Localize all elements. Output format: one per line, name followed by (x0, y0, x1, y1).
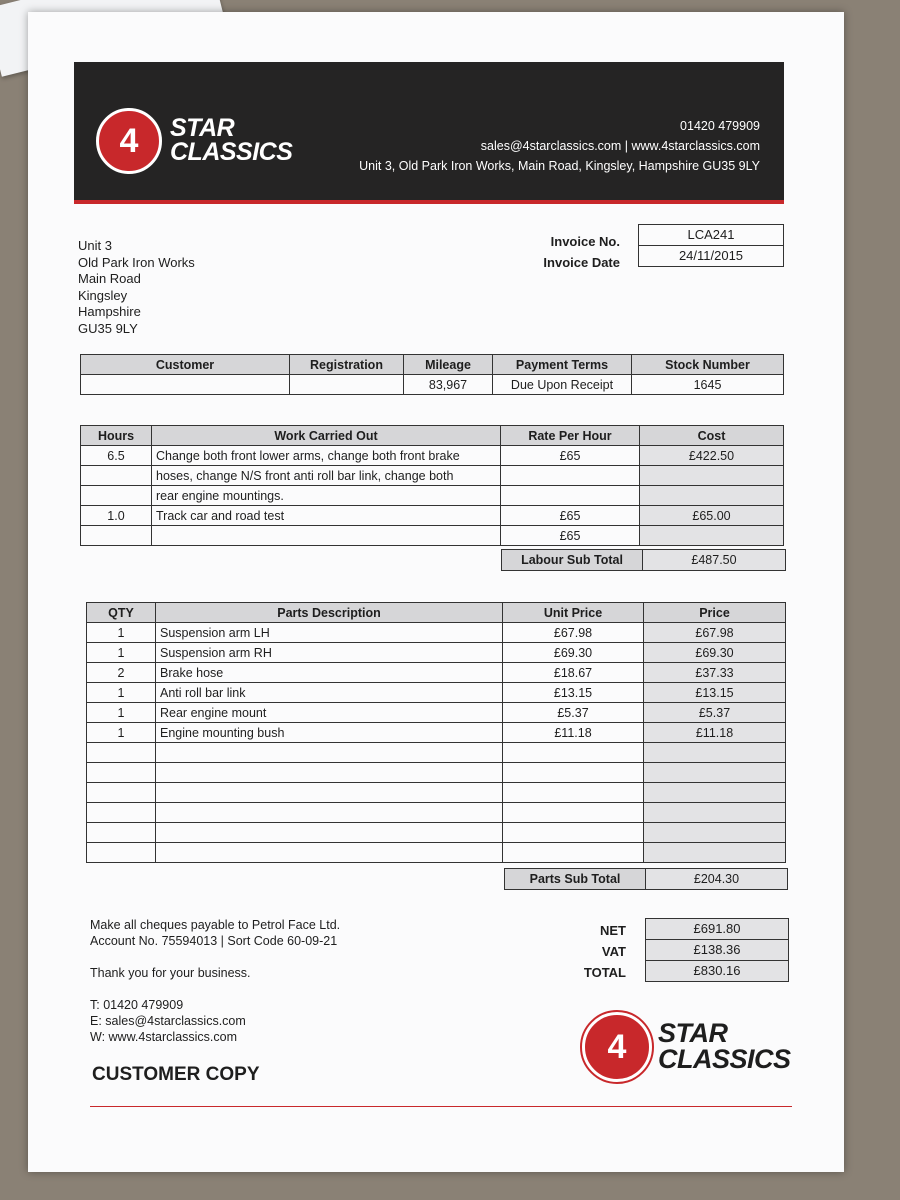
work-cell: hoses, change N/S front anti roll bar link, change both (152, 466, 501, 486)
description-cell (156, 763, 503, 783)
address-line: Unit 3 (78, 238, 112, 253)
account-details: Account No. 75594013 | Sort Code 60-09-21 (90, 934, 338, 948)
table-row (87, 783, 786, 803)
qty-cell: 2 (87, 663, 156, 683)
invoice-meta-box (638, 224, 784, 267)
unit-price-cell (503, 783, 644, 803)
table-row (87, 723, 786, 743)
qty-cell: 1 (87, 703, 156, 723)
description-cell: Rear engine mount (156, 703, 503, 723)
table-row (87, 623, 786, 643)
cost-cell (640, 466, 784, 486)
table-row (81, 375, 784, 395)
price-cell: £5.37 (644, 703, 786, 723)
col-header-mileage: Mileage (404, 355, 493, 375)
customer-copy-label: CUSTOMER COPY (92, 1064, 260, 1085)
unit-price-cell: £67.98 (503, 623, 644, 643)
total-label: TOTAL (583, 965, 626, 980)
table-row (87, 763, 786, 783)
brand-line2: CLASSICS (658, 1044, 791, 1074)
net-label: NET (600, 923, 626, 938)
col-header-cost: Cost (640, 426, 784, 446)
address-line: Main Road (78, 271, 141, 286)
address-line: Hampshire (78, 304, 141, 319)
parts-table (86, 602, 786, 863)
brand-logo (96, 108, 292, 174)
hours-cell: 1.0 (81, 506, 152, 526)
table-row (81, 466, 784, 486)
price-cell: £37.33 (644, 663, 786, 683)
qty-cell: 1 (87, 623, 156, 643)
rate-cell (501, 486, 640, 506)
company-address (78, 238, 195, 337)
table-row (87, 703, 786, 723)
table-row (87, 803, 786, 823)
qty-cell: 1 (87, 723, 156, 743)
price-cell (644, 843, 786, 863)
invoice-no: LCA241 (687, 227, 735, 242)
table-row (87, 743, 786, 763)
header-contact (359, 116, 760, 176)
totals-labels (568, 920, 626, 983)
unit-price-cell (503, 803, 644, 823)
net-value: £691.80 (646, 919, 788, 939)
invoice-sheet (28, 12, 844, 1172)
price-cell: £11.18 (644, 723, 786, 743)
labour-table (80, 425, 784, 546)
qty-cell (87, 783, 156, 803)
footer-logo (582, 1012, 791, 1082)
total-value: £830.16 (646, 960, 788, 981)
brand-name (170, 114, 293, 166)
rate-cell: £65 (501, 526, 640, 546)
rate-cell (501, 466, 640, 486)
parts-subtotal-label: Parts Sub Total (505, 869, 646, 889)
description-cell: Brake hose (156, 663, 503, 683)
col-header-registration: Registration (290, 355, 404, 375)
description-cell: Anti roll bar link (156, 683, 503, 703)
vat-value: £138.36 (646, 939, 788, 960)
description-cell (156, 743, 503, 763)
parts-subtotal-value: £204.30 (646, 869, 787, 889)
price-cell (644, 803, 786, 823)
invoice-date: 24/11/2015 (639, 245, 783, 266)
work-cell (152, 526, 501, 546)
rate-cell: £65 (501, 506, 640, 526)
work-cell: rear engine mountings. (152, 486, 501, 506)
footer-email: E: sales@4starclassics.com (90, 1014, 246, 1028)
table-row (87, 843, 786, 863)
labour-subtotal-value: £487.50 (643, 550, 785, 570)
col-header-rate: Rate Per Hour (501, 426, 640, 446)
cost-cell: £422.50 (640, 446, 784, 466)
qty-cell (87, 803, 156, 823)
star-logo-icon: 4 (96, 108, 162, 174)
footer-phone: T: 01420 479909 (90, 998, 184, 1012)
rate-cell: £65 (501, 446, 640, 466)
col-header-hours: Hours (81, 426, 152, 446)
footer-rule (90, 1106, 792, 1107)
vehicle-info-table (80, 354, 784, 395)
parts-subtotal (504, 868, 788, 890)
hours-cell (81, 466, 152, 486)
qty-cell (87, 743, 156, 763)
invoice-labels (532, 231, 620, 273)
table-row (87, 823, 786, 843)
col-header-customer: Customer (81, 355, 290, 375)
col-header-payment-terms: Payment Terms (493, 355, 632, 375)
cost-cell: £65.00 (640, 506, 784, 526)
unit-price-cell (503, 743, 644, 763)
mileage-value: 83,967 (404, 375, 493, 395)
cost-cell (640, 486, 784, 506)
header-email-web: sales@4starclassics.com | www.4starclassics.com (480, 139, 760, 153)
payment-terms-value: Due Upon Receipt (493, 375, 632, 395)
hours-cell (81, 526, 152, 546)
header-phone: 01420 479909 (680, 119, 760, 133)
col-header-stock-number: Stock Number (632, 355, 784, 375)
qty-cell: 1 (87, 643, 156, 663)
price-cell (644, 823, 786, 843)
stock-number-value: 1645 (632, 375, 784, 395)
work-cell: Change both front lower arms, change both front brake (152, 446, 501, 466)
labour-subtotal (501, 549, 786, 571)
brand-line1: STAR (170, 114, 235, 143)
vat-label: VAT (601, 944, 626, 959)
description-cell (156, 803, 503, 823)
table-row (87, 663, 786, 683)
table-row (87, 643, 786, 663)
table-row (81, 526, 784, 546)
work-cell: Track car and road test (152, 506, 501, 526)
table-row (81, 506, 784, 526)
brand-line2: CLASSICS (170, 138, 293, 166)
col-header-parts: Parts Description (156, 603, 503, 623)
description-cell: Suspension arm LH (156, 623, 503, 643)
qty-cell (87, 843, 156, 863)
description-cell: Suspension arm RH (156, 643, 503, 663)
labour-subtotal-label: Labour Sub Total (502, 550, 643, 570)
col-header-qty: QTY (87, 603, 156, 623)
qty-cell (87, 823, 156, 843)
price-cell: £69.30 (644, 643, 786, 663)
invoice-date-label: Invoice Date (543, 255, 620, 270)
col-header-unit-price: Unit Price (503, 603, 644, 623)
address-line: GU35 9LY (78, 320, 138, 336)
description-cell: Engine mounting bush (156, 723, 503, 743)
price-cell (644, 743, 786, 763)
footer-brand-name (658, 1018, 791, 1074)
col-header-price: Price (644, 603, 786, 623)
price-cell (644, 783, 786, 803)
description-cell (156, 823, 503, 843)
price-cell: £13.15 (644, 683, 786, 703)
cheques-note: Make all cheques payable to Petrol Face Ltd. (90, 918, 341, 932)
unit-price-cell (503, 823, 644, 843)
unit-price-cell: £11.18 (503, 723, 644, 743)
unit-price-cell: £5.37 (503, 703, 644, 723)
unit-price-cell: £69.30 (503, 643, 644, 663)
footer-web: W: www.4starclassics.com (90, 1030, 238, 1044)
header-banner (74, 62, 784, 200)
table-row (87, 683, 786, 703)
table-row (81, 486, 784, 506)
price-cell (644, 763, 786, 783)
invoice-no-label: Invoice No. (550, 234, 620, 249)
unit-price-cell: £13.15 (503, 683, 644, 703)
description-cell (156, 843, 503, 863)
registration-value (290, 375, 404, 395)
header-rule (74, 200, 784, 204)
qty-cell (87, 763, 156, 783)
unit-price-cell (503, 763, 644, 783)
cost-cell (640, 526, 784, 546)
unit-price-cell (503, 843, 644, 863)
star-logo-icon: 4 (582, 1012, 652, 1082)
thanks-note: Thank you for your business. (90, 966, 251, 980)
qty-cell: 1 (87, 683, 156, 703)
header-address: Unit 3, Old Park Iron Works, Main Road, Kingsley, Hampshire GU35 9LY (359, 159, 760, 173)
payment-details (90, 917, 340, 1045)
hours-cell (81, 486, 152, 506)
table-row (81, 446, 784, 466)
address-line: Old Park Iron Works (78, 254, 195, 270)
customer-value (81, 375, 290, 395)
address-line: Kingsley (78, 287, 128, 303)
unit-price-cell: £18.67 (503, 663, 644, 683)
description-cell (156, 783, 503, 803)
totals-box (645, 918, 789, 982)
price-cell: £67.98 (644, 623, 786, 643)
hours-cell: 6.5 (81, 446, 152, 466)
brand-line1: STAR (658, 1018, 728, 1049)
col-header-work: Work Carried Out (152, 426, 501, 446)
